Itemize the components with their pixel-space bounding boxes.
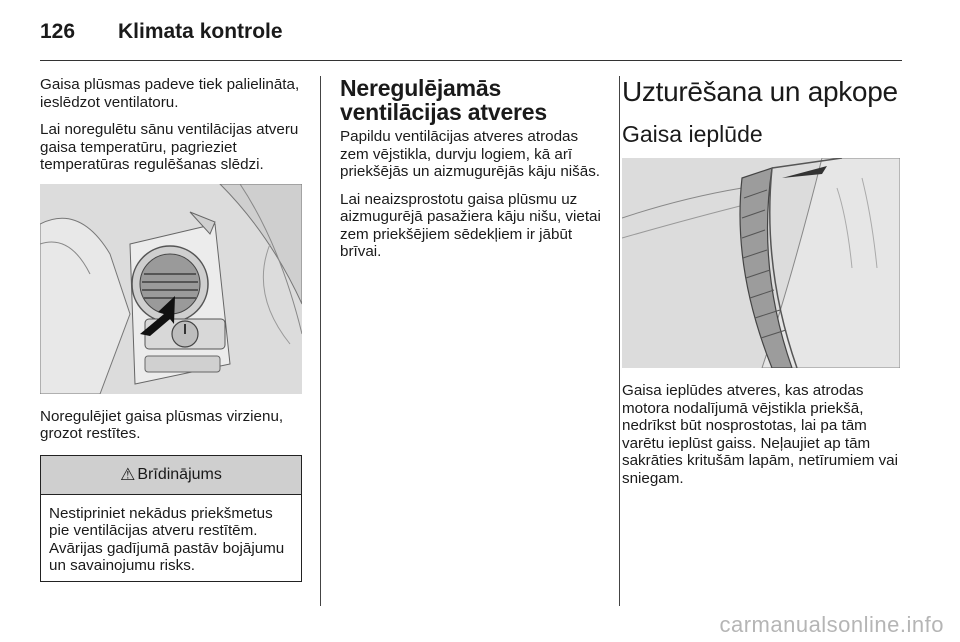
section-heading: Neregulējamās ventilācijas atveres — [340, 75, 547, 125]
page-header — [40, 18, 902, 61]
side-vent-illustration — [40, 184, 302, 394]
paragraph: Papildu ventilācijas atveres atrodas zem vējstikla, durvju logiem, kā arī priekšējās un aizmugurējās kāju nišās. — [340, 128, 601, 180]
warning-box — [40, 455, 302, 582]
page-number: 126 — [40, 20, 76, 43]
watermark: carmanualsonline.info — [719, 612, 944, 637]
warning-icon: ⚠ — [120, 464, 136, 484]
column-divider — [320, 76, 321, 606]
paragraph: Lai noregulētu sānu ventilācijas atveru gaisa temperatūru, pagrieziet temperatūras regulēšanas slēdzi. — [40, 121, 299, 173]
air-inlet-illustration — [622, 158, 900, 368]
column-left — [40, 76, 302, 582]
paragraph: Gaisa ieplūdes atveres, kas atrodas motora nodalījumā vējstikla priekšā, nedrīkst būt nosprostotas, lai pa tām varētu ieplūst gaiss. Neļaujiet ap tām sakrāties kritušām lapām, netīrumiem vai sniegam. — [622, 382, 898, 487]
column-divider — [619, 76, 620, 606]
chapter-title: Klimata kontrole — [118, 20, 283, 43]
paragraph: Gaisa plūsmas padeve tiek palielināta, ieslēdzot ventilatoru. — [40, 76, 300, 111]
subsection-heading: Gaisa ieplūde — [622, 121, 763, 147]
column-right — [622, 76, 902, 497]
warning-title: Brīdinājums — [137, 465, 222, 483]
warning-text: Nestipriniet nekādus priekšmetus pie ventilācijas atveru restītēm. Avārijas gadījumā pastāv bojājumu un savainojumu risks. — [49, 504, 285, 574]
section-heading: Uzturēšana un apkope — [622, 76, 898, 107]
paragraph: Noregulējiet gaisa plūsmas virzienu, grozot restītes. — [40, 407, 284, 442]
column-middle — [340, 76, 602, 271]
warning-body — [41, 495, 301, 581]
paragraph: Lai neaizsprostotu gaisa plūsmu uz aizmugurējā pasažiera kāju nišu, vietai zem priekšējiem sēdekļiem ir jābūt brīvai. — [340, 190, 601, 260]
warning-header — [41, 456, 301, 495]
